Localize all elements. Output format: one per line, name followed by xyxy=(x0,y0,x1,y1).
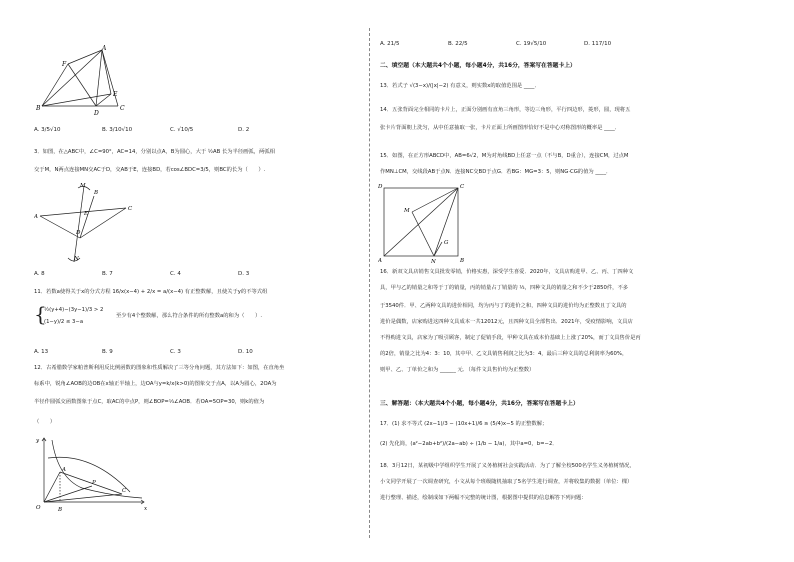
q16-line: 于3540件．甲、乙两种文具的进价相同，均为丙与丁的进价之和，四种文具的进价均为正整数且丁文具的 xyxy=(380,303,627,309)
q11-options xyxy=(34,348,334,356)
q16-line: 的2倍，销量之比为4：3：10，其中甲、乙文具销售利润之比为3：4，最后三种文具的总利润率为60%， xyxy=(380,351,628,357)
fig1-label-f: F xyxy=(62,61,67,68)
q17-part2: (2) 先化简，(a²−2ab+b²)/(2a−ab) ÷ (1/b − 1/a)，其中a=0，b=−2． xyxy=(380,441,558,447)
q11-system-brace: { xyxy=(34,302,47,326)
option-a: A. 13 xyxy=(34,349,49,355)
fig4-label-a: A xyxy=(378,258,382,264)
q17-part1: 17．(1) 求不等式 (2x−1)/3 − (10x+1)/6 ≥ (5/4)x−5 的正整数解； xyxy=(380,421,548,427)
q12-text-line2: 标系中，锐角∠AOB的边OB在x轴正半轴上，边OA与y=k/x(k>0)的图象交于点A，以A为圆心，2OA为 xyxy=(34,381,277,387)
fig1-label-e: E xyxy=(113,91,118,98)
fig2-label-c: C xyxy=(128,206,133,212)
fig3-label-o: O xyxy=(36,505,41,511)
fig2-label-d: D xyxy=(76,230,81,236)
q11-system-line1: ½(y+4)−(3y−1)/3 > 2 xyxy=(44,307,104,313)
option-b: B. 3/10√10 xyxy=(102,127,133,133)
option-b: B. 9 xyxy=(102,349,113,355)
fig2-label-b: B xyxy=(94,190,99,196)
column-divider xyxy=(369,28,370,538)
left-column xyxy=(28,0,362,562)
fig3-label-y: y xyxy=(36,438,40,444)
fig3-label-b: B xyxy=(58,507,63,513)
right-column xyxy=(378,0,768,562)
fig4-label-m: M xyxy=(404,208,410,214)
q16-line: 则甲、乙、丁单价之和为 ______ 元．（每件文具售价均为正整数） xyxy=(380,367,535,373)
q15-text-line2: 作MN⊥CM，交线段AB于点N．连接NC交BD于点G．若BG：MG=3：5，则NG·CG的值为 ____． xyxy=(380,169,612,175)
option-d: D. 10 xyxy=(238,349,253,355)
fig1-label-a: A xyxy=(102,45,107,52)
q18-line: 小文同学开展了一次调查研究，小文从每个班级随机抽取了5名学生进行调查，并将收集的数据（单位：棵） xyxy=(380,479,633,485)
fig3-label-x: x xyxy=(144,506,148,512)
option-b: B. 22/5 xyxy=(448,41,468,47)
prev-question-options-right xyxy=(380,40,740,48)
q16-line: 16．新双文具店销售文具批发零销，价格实惠，深受学生喜爱．2020年，文具店购进甲、乙、丙、丁四种文 xyxy=(380,269,634,275)
option-d: D. 117/10 xyxy=(584,41,612,47)
q11-text-line2: 至少有4个整数解，那么符合条件的所有整数a的和为（ ）. xyxy=(116,313,263,319)
q16-line: 不得购进文具，店家为了吸引顾客，制定了促销手段，甲种文具在成本价基础上上涨了20%，而丁文具售价是丙 xyxy=(380,335,641,341)
fig2-label-a: A xyxy=(34,214,38,220)
square-figure xyxy=(378,182,468,264)
q3-options xyxy=(34,270,334,278)
section-3-title: 三、解答题：（本大题共4个小题，每小题4分，共16分，答案写在答题卡上） xyxy=(380,401,579,407)
q13-text: 13．若式子 √(3−x)/(|x|−2) 有意义，则实数x的取值范围是 ____． xyxy=(380,83,540,89)
q18-line: 进行整理、描述，绘制成如下两幅不完整的统计图，根据图中提供的信息解答下列问题： xyxy=(380,495,587,501)
option-c: C. 3 xyxy=(170,349,181,355)
geometry-figure-1 xyxy=(36,44,146,118)
fig4-label-b: B xyxy=(460,258,465,264)
option-d: D. 3 xyxy=(238,271,250,277)
fig3-label-a: A xyxy=(62,467,66,473)
q14-text-line2: 张卡片背面朝上洗匀，从中任意抽取一张，卡片正面上所画图形恰好不是中心对称图形的概率是 ____． xyxy=(380,125,621,131)
q16-line: 进价是偶数，店家购进这四种文具成本一共12012元，且四种文具全部售出．2021年，受疫情影响，文具店 xyxy=(380,319,633,325)
option-c: C. 4 xyxy=(170,271,181,277)
fig2-label-e: E xyxy=(84,211,89,217)
coordinate-figure xyxy=(32,432,152,514)
option-a: A. 3/5√10 xyxy=(34,127,61,133)
q16-line: 具，甲与乙的销量之和等于丁的销量，丙的销量占丁销量的 ⅓，四种文具的销量之和不少于2850件，不多 xyxy=(380,285,629,291)
fig1-label-d: D xyxy=(94,110,99,117)
option-b: B. 7 xyxy=(102,271,113,277)
fig4-label-d: D xyxy=(378,184,383,190)
q15-text-line1: 15．如图，在正方形ABCD中，AB=6√2，M为对角线BD上任意一点（不与B，D重合），连接CM，过点M xyxy=(380,153,629,159)
q14-text-line1: 14．五张背面完全相同的卡片上，正面分别画有直角三角形，等边三角形，平行四边形，菱形，圆，现将五 xyxy=(380,107,631,113)
q11-system-line2: (1−y)/2 ≤ 3−a xyxy=(44,319,84,325)
prev-question-options xyxy=(34,126,334,134)
geometry-figure-2 xyxy=(34,180,144,264)
fig2-label-n: N xyxy=(74,256,79,262)
q3-text-line2: 交于M，N两点连接MN交AC于D，交AB于E，连接BD，若cos∠BDC=3/5，则BC的长为（ ）. xyxy=(34,167,266,173)
q12-text-line4: （ ） xyxy=(34,419,56,425)
option-d: D. 2 xyxy=(238,127,250,133)
q11-text-line1: 11．若数a使得关于x的分式方程 16/x(x−4) + 2/x = a/(x−4) 有正整数解，且使关于y的不等式组 xyxy=(34,289,268,295)
fig4-label-g: G xyxy=(444,240,449,246)
fig3-label-p: P xyxy=(92,480,96,486)
section-2-title: 二、填空题（本大题共4个小题，每小题4分，共16分，答案写在答题卡上） xyxy=(380,63,576,69)
option-a: A. 21/5 xyxy=(380,41,400,47)
fig1-label-b: B xyxy=(36,105,41,112)
fig1-label-c: C xyxy=(120,105,125,112)
fig2-label-m: M xyxy=(80,183,86,189)
q18-line: 18．3月12日，某初级中学组织学生开展了义务植树社会实践活动．为了了解全校500名学生义务植树情况， xyxy=(380,463,635,469)
q12-text-line3: 半径作圆弧交函数图象于点C，取AC的中点P，则∠BOP=⅓∠AOB．若OA=5OP=30，则k的值为 xyxy=(34,399,265,405)
q12-text-line1: 12．古希腊数学家帕普斯利用反比例函数的图象和性质解决了三等分角问题，其方法如下：如图，在直角坐 xyxy=(34,365,285,371)
q3-text-line1: 3．如图，在△ABC中，∠C=90°，AC=14，分别以点A，B为圆心，大于 ½AB 长为半径画弧，两弧相 xyxy=(34,149,275,155)
fig3-label-c: C xyxy=(122,488,127,494)
fig4-label-c: C xyxy=(460,184,465,190)
option-a: A. 8 xyxy=(34,271,45,277)
fig4-label-n: N xyxy=(431,259,436,264)
option-c: C. 19√5/10 xyxy=(516,41,547,47)
option-c: C. √10/5 xyxy=(170,127,194,133)
